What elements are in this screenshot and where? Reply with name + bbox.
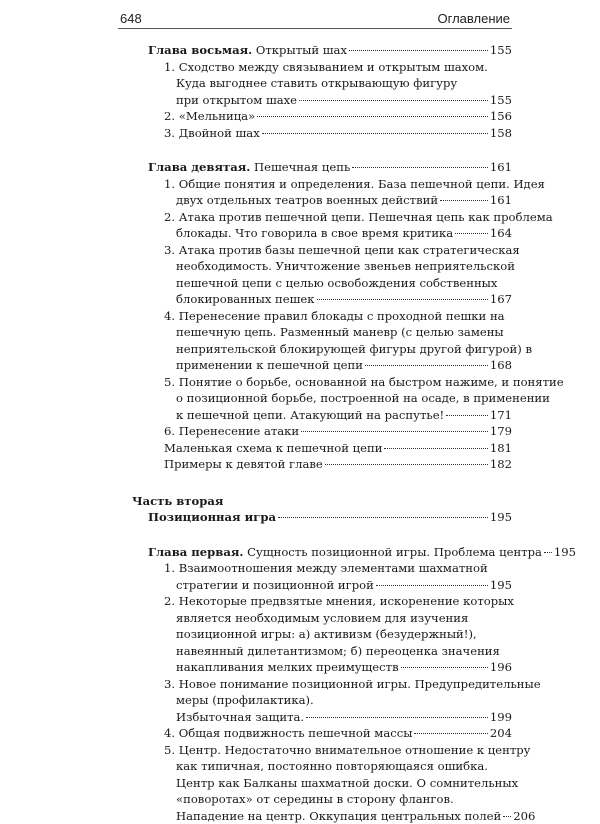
page-ref: 199 <box>490 709 512 726</box>
toc-line: о позиционной борьбе, построенной на осаде, в применении <box>164 390 512 407</box>
table-of-contents <box>148 42 512 824</box>
chapter-label: Глава восьмая. <box>148 43 252 57</box>
page-ref: 204 <box>490 725 512 742</box>
toc-line: «поворотах» от середины в сторону флангов. <box>164 791 512 808</box>
page-ref: 168 <box>490 357 512 374</box>
toc-line: применении к пешечной цепи <box>176 357 363 374</box>
toc-line: позиционной игры: а) активизм (безудержный!), <box>164 626 512 643</box>
toc-section <box>148 456 512 473</box>
toc-section <box>148 676 512 726</box>
toc-section <box>148 59 512 109</box>
toc-line: Нападение на центр. Оккупация центральных полей <box>176 808 501 824</box>
leader-dots <box>401 667 488 668</box>
page-ref: 155 <box>490 92 512 109</box>
toc-line: 4. Общая подвижность пешечной массы <box>164 725 412 742</box>
page-ref: 182 <box>490 456 512 473</box>
toc-line: Куда выгоднее ставить открывающую фигуру <box>164 75 512 92</box>
chapter-label: Глава девятая. <box>148 160 250 174</box>
toc-line: накапливания мелких преимуществ <box>176 659 399 676</box>
toc-line: пешечную цепь. Разменный маневр (с целью замены <box>164 324 512 341</box>
toc-line: Маленькая схема к пешечной цепи <box>164 440 382 457</box>
page-ref: 179 <box>490 423 512 440</box>
toc-line: Примеры к девятой главе <box>164 456 323 473</box>
leader-dots <box>306 717 488 718</box>
toc-section <box>148 725 512 742</box>
toc-section <box>148 374 512 424</box>
toc-section <box>148 742 512 824</box>
chapter-title: Открытый шах <box>252 43 347 57</box>
page-ref: 167 <box>490 291 512 308</box>
toc-line: 2. Атака против пешечной цепи. Пешечная цепь как проблема <box>164 209 512 226</box>
toc-line: 3. Атака против базы пешечной цепи как стратегическая <box>164 242 512 259</box>
page-ref: 195 <box>554 544 576 561</box>
page-ref: 158 <box>490 125 512 142</box>
leader-dots <box>349 50 488 51</box>
toc-line: 4. Перенесение правил блокады с проходной пешки на <box>164 308 512 325</box>
toc-section <box>148 125 512 142</box>
toc-line: 2. «Мельница» <box>164 108 255 125</box>
leader-dots <box>446 415 488 416</box>
toc-line: пешечной цепи с целью освобождения собственных <box>164 275 512 292</box>
toc-chapter-1 <box>148 544 512 561</box>
toc-line: неприятельской блокирующей фигуры другой фигурой) в <box>164 341 512 358</box>
header-rule <box>118 28 512 29</box>
toc-line: блокированных пешек <box>176 291 315 308</box>
toc-chapter-9 <box>148 159 512 176</box>
toc-section <box>148 242 512 308</box>
leader-dots <box>440 200 488 201</box>
leader-dots <box>384 448 487 449</box>
toc-line: как типичная, постоянно повторяющаяся ошибка. <box>164 758 512 775</box>
toc-section <box>148 440 512 457</box>
toc-section <box>148 593 512 676</box>
leader-dots <box>317 299 488 300</box>
toc-section <box>148 308 512 374</box>
leader-dots <box>352 167 488 168</box>
toc-section <box>148 423 512 440</box>
leader-dots <box>278 517 488 518</box>
chapter-label: Глава первая. <box>148 545 243 559</box>
toc-line: стратегии и позиционной игрой <box>176 577 374 594</box>
part-title: Часть вторая <box>132 493 512 510</box>
toc-line: при открытом шахе <box>176 92 297 109</box>
page-ref: 171 <box>490 407 512 424</box>
toc-line: блокады. Что говорила в свое время критика <box>176 225 453 242</box>
toc-line: является необходимым условием для изучения <box>164 610 512 627</box>
toc-line: 6. Перенесение атаки <box>164 423 299 440</box>
toc-line: навеянный дилетантизмом; б) переоценка значения <box>164 643 512 660</box>
chapter-title: Пешечная цепь <box>250 160 350 174</box>
page-ref: 195 <box>490 577 512 594</box>
toc-line: 1. Взаимоотношения между элементами шахматной <box>164 560 512 577</box>
chapter-title: Сущность позиционной игры. Проблема центра <box>243 545 541 559</box>
toc-chapter-8 <box>148 42 512 59</box>
toc-section <box>148 560 512 593</box>
toc-line: 5. Понятие о борьбе, основанной на быстром нажиме, и понятие <box>164 374 512 391</box>
toc-section <box>148 176 512 209</box>
toc-line: 1. Сходство между связыванием и открытым шахом. <box>164 59 512 76</box>
toc-line: 1. Общие понятия и определения. База пешечной цепи. Идея <box>164 176 512 193</box>
leader-dots <box>299 100 488 101</box>
part-subtitle: Позиционная игра <box>148 509 276 526</box>
toc-line: меры (профилактика). <box>164 692 512 709</box>
toc-line: Избыточная защита. <box>176 709 304 726</box>
page-ref: 195 <box>490 509 512 526</box>
page-ref: 196 <box>490 659 512 676</box>
leader-dots <box>376 585 488 586</box>
page-number: 648 <box>120 11 142 26</box>
leader-dots <box>544 552 552 553</box>
toc-section <box>148 108 512 125</box>
toc-line: Центр как Балканы шахматной доски. О сомнительных <box>164 775 512 792</box>
leader-dots <box>455 233 488 234</box>
page-ref: 155 <box>490 42 512 59</box>
page-ref: 206 <box>513 808 535 824</box>
toc-line: необходимость. Уничтожение звеньев неприятельской <box>164 258 512 275</box>
leader-dots <box>262 133 488 134</box>
leader-dots <box>503 816 511 817</box>
page-ref: 161 <box>490 159 512 176</box>
leader-dots <box>365 365 488 366</box>
page-ref: 156 <box>490 108 512 125</box>
toc-line: 5. Центр. Недостаточно внимательное отношение к центру <box>164 742 512 759</box>
page-ref: 164 <box>490 225 512 242</box>
leader-dots <box>257 116 488 117</box>
toc-line: 3. Новое понимание позиционной игры. Предупредительные <box>164 676 512 693</box>
page-ref: 161 <box>490 192 512 209</box>
toc-part-2 <box>148 493 512 526</box>
leader-dots <box>325 464 488 465</box>
running-title: Оглавление <box>438 11 510 26</box>
leader-dots <box>301 431 488 432</box>
toc-line: 2. Некоторые предвзятые мнения, искоренение которых <box>164 593 512 610</box>
toc-line: к пешечной цепи. Атакующий на распутье! <box>176 407 444 424</box>
toc-section <box>148 209 512 242</box>
leader-dots <box>414 733 487 734</box>
toc-line: двух отдельных театров военных действий <box>176 192 438 209</box>
toc-line: 3. Двойной шах <box>164 125 260 142</box>
page-ref: 181 <box>490 440 512 457</box>
